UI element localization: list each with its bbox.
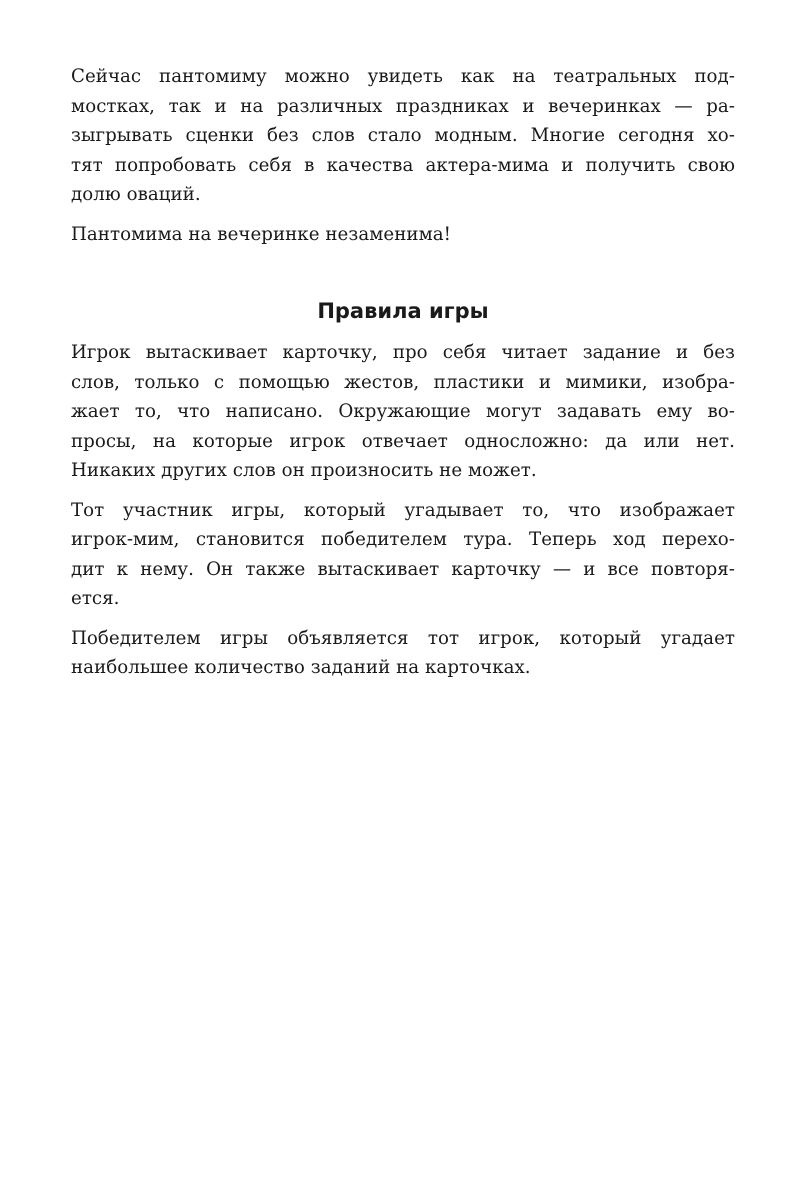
text-line: слов, только с помощью жестов, пластики и мимики, изобра- bbox=[71, 371, 735, 393]
text-line: игрок-мим, становится победителем тура. Теперь ход перехо- bbox=[71, 529, 735, 550]
text-line: наибольшее количество заданий на карточках. bbox=[71, 657, 531, 678]
rules-paragraph-3 bbox=[71, 624, 735, 683]
text-line: Никаких других слов он произносить не может. bbox=[71, 460, 537, 481]
text-line: Пантомима на вечеринке незаменима! bbox=[71, 223, 452, 245]
text-line: тят попробовать себя в качества актера-мима и получить свою bbox=[71, 154, 735, 176]
text-line: мостках, так и на различных праздниках и вечеринках — ра- bbox=[71, 95, 735, 117]
text-line: долю оваций. bbox=[71, 184, 201, 205]
text-line: дит к нему. Он также вытаскивает карточку — и все повторя- bbox=[71, 558, 735, 580]
text-line: просы, на которые игрок отвечает односложно: да или нет. bbox=[71, 430, 735, 452]
text-line: ется. bbox=[71, 588, 120, 609]
text-line: Тот участник игры, который угадывает то, что изображает bbox=[71, 499, 735, 521]
text-line: Сейчас пантомиму можно увидеть как на театральных под- bbox=[71, 66, 735, 87]
section-title: Правила игры bbox=[317, 299, 489, 323]
intro-paragraph-2 bbox=[71, 220, 735, 250]
rules-paragraph-1 bbox=[71, 338, 735, 486]
text-line: жает то, что написано. Окружающие могут задавать ему во- bbox=[71, 401, 735, 422]
intro-paragraph-1 bbox=[71, 62, 735, 210]
page-content bbox=[71, 62, 735, 693]
text-line: Победителем игры объявляется тот игрок, который угадает bbox=[71, 627, 735, 649]
rules-paragraph-2 bbox=[71, 496, 735, 614]
text-line: Игрок вытаскивает карточку, про себя читает задание и без bbox=[71, 342, 735, 363]
text-line: зыгрывать сценки без слов стало модным. Многие сегодня хо- bbox=[71, 125, 735, 146]
